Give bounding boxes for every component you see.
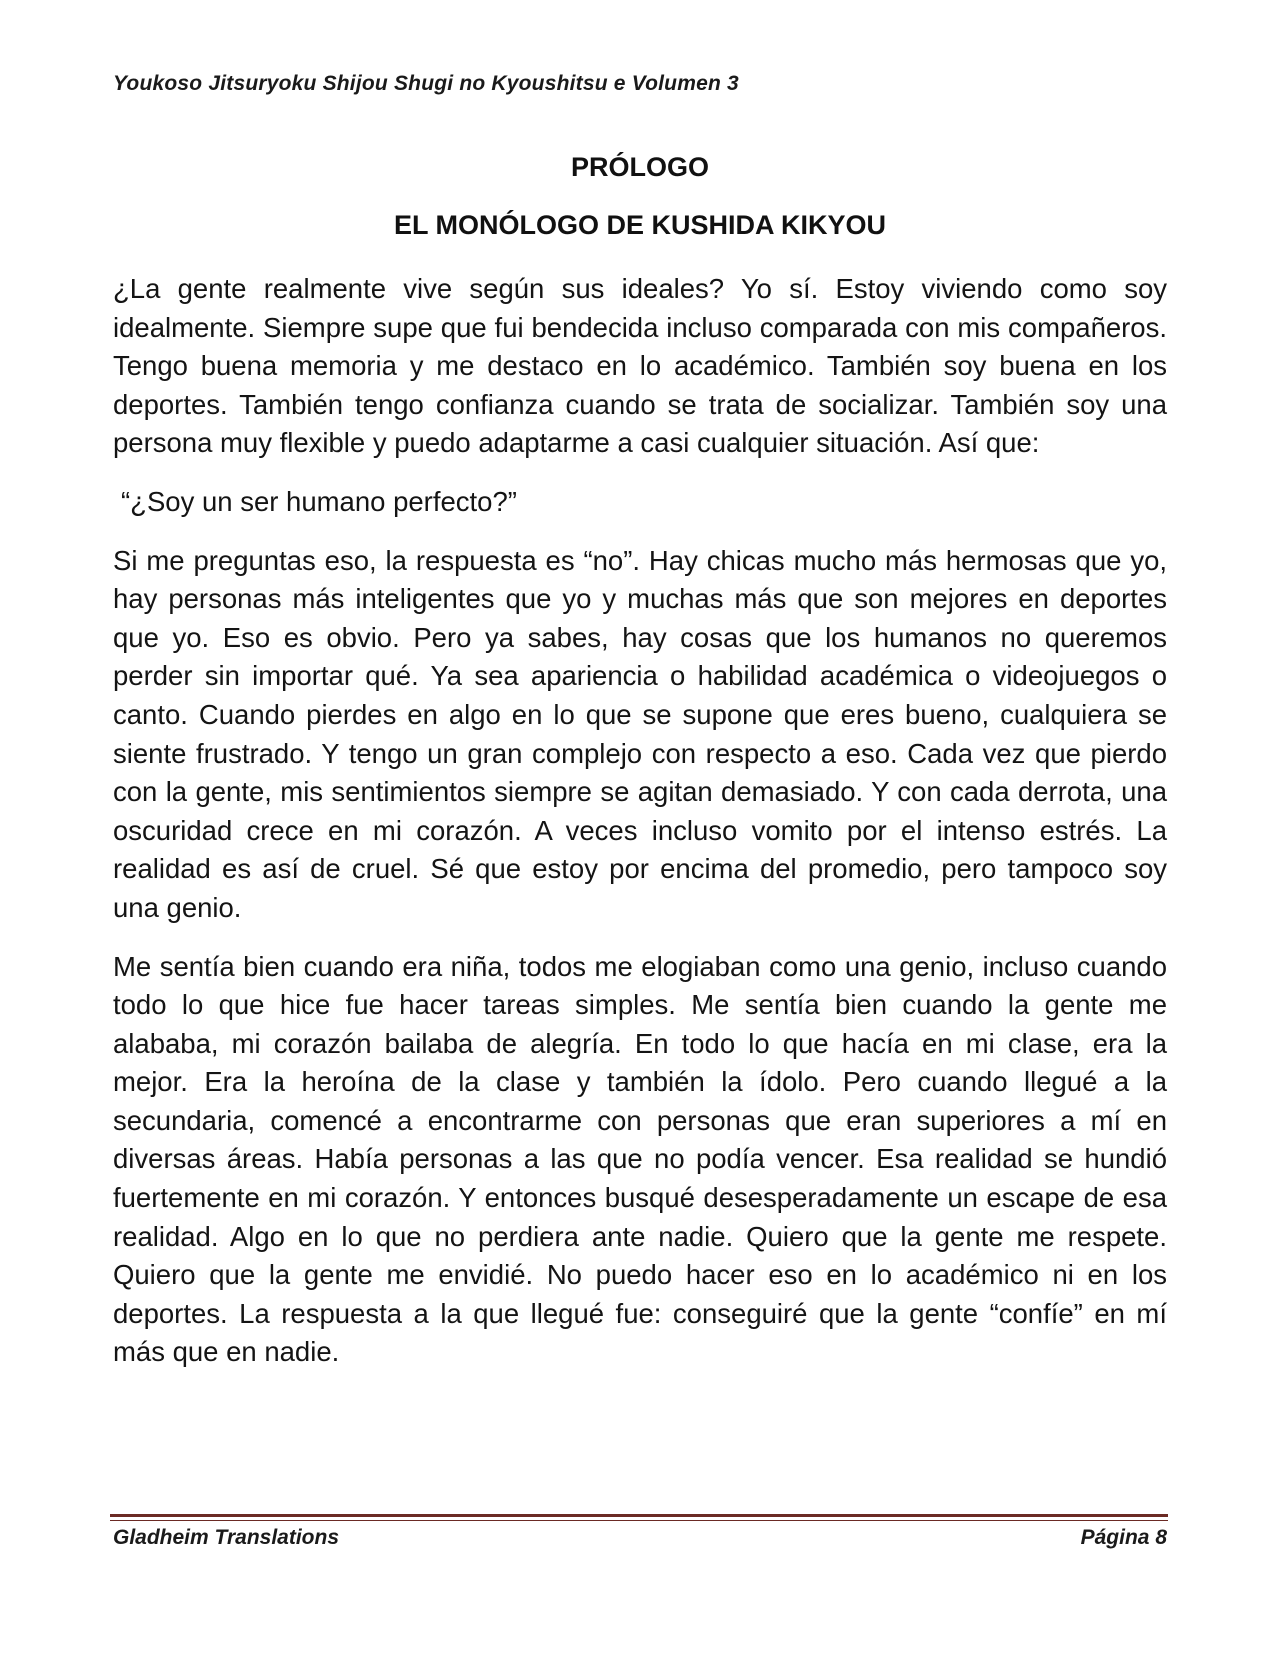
running-header-title: Youkoso Jitsuryoku Shijou Shugi no Kyoushitsu e Volumen 3 <box>113 72 739 95</box>
footer-divider <box>110 1514 1168 1517</box>
chapter-title: EL MONÓLOGO DE KUSHIDA KIKYOU <box>393 210 887 240</box>
footer-divider-thin <box>110 1520 1168 1521</box>
footer-publisher: Gladheim Translations <box>113 1526 340 1549</box>
chapter-heading <box>113 148 1167 244</box>
chapter-label: PRÓLOGO <box>570 152 709 182</box>
footer-page-number: Página 8 <box>1080 1526 1167 1549</box>
paragraph: Si me preguntas eso, la respuesta es “no”. Hay chicas mucho más hermosas que yo, hay personas más inteligentes que yo y muchas más que son mejores en deportes que yo. Eso es obvio. Pero ya sabes, hay cosas que los humanos no queremos perder sin importar qué. Ya sea apariencia o habilidad académica o videojuegos o canto. Cuando pierdes en algo en lo que se supone que eres bueno, cualquiera se siente frustrado. Y tengo un gran complejo con respecto a eso. Cada vez que pierdo con la gente, mis sentimientos siempre se agitan demasiado. Y con cada derrota, una oscuridad crece en mi corazón. A veces incluso vomito por el intenso estrés. La realidad es así de cruel. Sé que estoy por encima del promedio, pero tampoco soy una genio. <box>113 544 1167 923</box>
body-text <box>113 270 1167 1392</box>
quote-paragraph: “¿Soy un ser humano perfecto?” <box>121 485 517 517</box>
paragraph: Me sentía bien cuando era niña, todos me elogiaban como una genio, incluso cuando todo lo que hice fue hacer tareas simples. Me sentía bien cuando la gente me alababa, mi corazón bailaba de alegría. En todo lo que hacía en mi clase, era la mejor. Era la heroína de la clase y también la ídolo. Pero cuando llegué a la secundaria, comencé a encontrarme con personas que eran superiores a mí en diversas áreas. Había personas a las que no podía vencer. Esa realidad se hundió fuertemente en mi corazón. Y entonces busqué desesperadamente un escape de esa realidad. Algo en lo que no perdiera ante nadie. Quiero que la gente me respete. Quiero que la gente me envidié. No puedo hacer eso en lo académico ni en los deportes. La respuesta a la que llegué fue: conseguiré que la gente “confíe” en mí más que en nadie. <box>113 950 1167 1368</box>
paragraph: ¿La gente realmente vive según sus ideales? Yo sí. Estoy viviendo como soy idealmente. Siempre supe que fui bendecida incluso comparada con mis compañeros. Tengo buena memoria y me destaco en lo académico. También soy buena en los deportes. También tengo confianza cuando se trata de socializar. También soy una persona muy flexible y puedo adaptarme a casi cualquier situación. Así que: <box>113 273 1167 459</box>
